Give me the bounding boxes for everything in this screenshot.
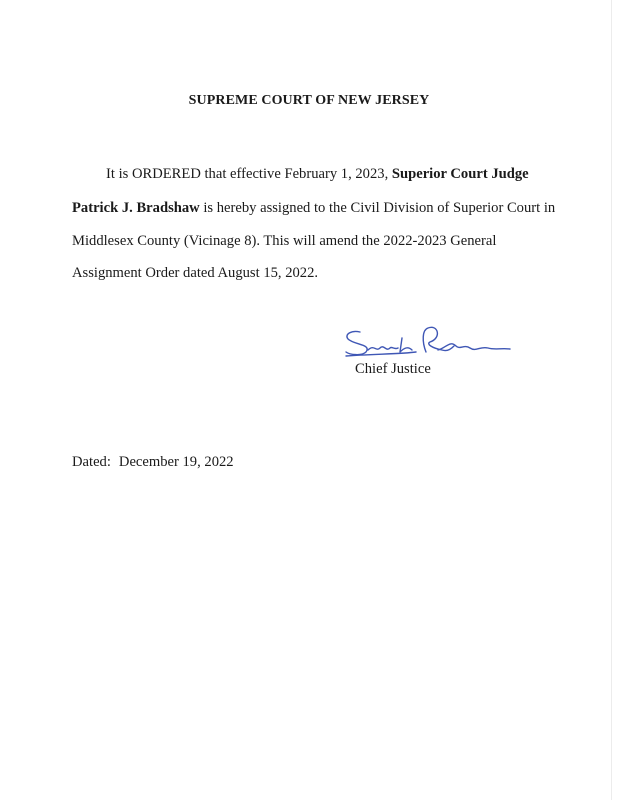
order-line-1-bold: Superior Court Judge xyxy=(391,166,529,182)
order-line-2-text: is hereby assigned to the Civil Division of Superior Court in xyxy=(199,200,556,216)
dated-line xyxy=(72,454,234,471)
court-title: SUPREME COURT OF NEW JERSEY xyxy=(188,93,430,108)
judge-name: Patrick J. Bradshaw xyxy=(72,200,200,216)
dated-date: December 19, 2022 xyxy=(118,454,234,470)
order-line-3: Middlesex County (Vicinage 8). This will amend the 2022-2023 General xyxy=(72,233,497,249)
dated-label: Dated: xyxy=(72,454,111,470)
order-line-2 xyxy=(72,200,555,217)
order-line-1 xyxy=(106,166,529,183)
page-edge-line xyxy=(611,0,612,800)
order-line-1-text: It is ORDERED that effective February 1, 2023, xyxy=(106,166,392,182)
signature-title: Chief Justice xyxy=(355,361,431,377)
chief-justice-signature xyxy=(342,322,514,364)
order-line-4: Assignment Order dated August 15, 2022. xyxy=(72,265,319,281)
